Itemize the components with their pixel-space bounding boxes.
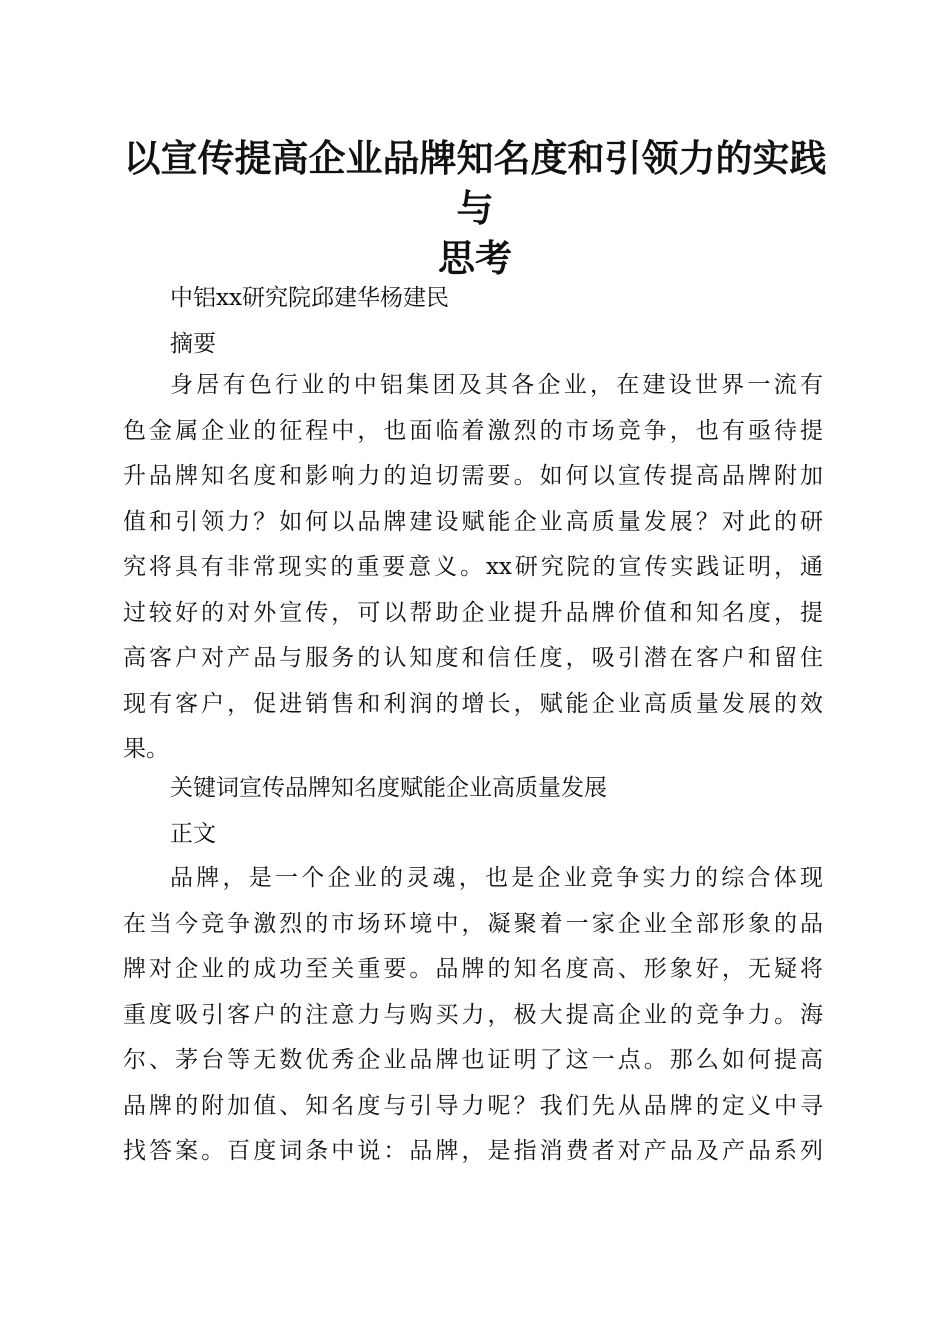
- title-line: 思考: [438, 236, 512, 280]
- text-line: 果。: [123, 736, 169, 762]
- author-line: 中铝xx研究院邱建华杨建民: [170, 285, 449, 311]
- text-line: 究将具有非常现实的重要意义。xx研究院的宣传实践证明，通: [123, 554, 823, 580]
- keywords-section: [123, 766, 823, 857]
- text-line: 牌对企业的成功至关重要。品牌的知名度高、形象好，无疑将: [123, 956, 823, 982]
- text-line: 在当今竞争激烈的市场环境中，凝聚着一家企业全部形象的品: [123, 910, 823, 937]
- document-title: [110, 133, 840, 283]
- body-heading: 正文: [170, 820, 216, 847]
- text-line: 色金属企业的征程中，也面临着激烈的市场竞争，也有亟待提: [123, 417, 823, 444]
- text-line: 现有客户，促进销售和利润的增长，赋能企业高质量发展的效: [123, 690, 823, 717]
- text-line: 找答案。百度词条中说：品牌，是指消费者对产品及产品系列: [123, 1138, 823, 1164]
- title-line: 以宣传提高企业品牌知名度和引领力的实践与: [123, 136, 827, 230]
- text-line: 值和引领力？如何以品牌建设赋能企业高质量发展？对此的研: [123, 508, 823, 535]
- text-line: 身居有色行业的中铝集团及其各企业，在建设世界一流有: [170, 372, 823, 398]
- text-line: 品牌，是一个企业的灵魂，也是企业竞争实力的综合体现: [170, 865, 823, 891]
- text-line: 重度吸引客户的注意力与购买力，极大提高企业的竞争力。海: [123, 1001, 823, 1028]
- abstract-heading: 摘要: [170, 330, 216, 357]
- text-line: 过较好的对外宣传，可以帮助企业提升品牌价值和知名度，提: [123, 599, 823, 626]
- body-paragraph: [123, 856, 823, 1175]
- keywords-line: 关键词宣传品牌知名度赋能企业高质量发展: [170, 775, 607, 801]
- text-line: 高客户对产品与服务的认知度和信任度，吸引潜在客户和留住: [123, 645, 823, 671]
- front-matter: [123, 276, 823, 367]
- text-line: 品牌的附加值、知名度与引导力呢？我们先从品牌的定义中寻: [123, 1092, 823, 1119]
- abstract-paragraph: [123, 363, 823, 773]
- text-line: 尔、茅台等无数优秀企业品牌也证明了这一点。那么如何提高: [123, 1047, 823, 1073]
- text-line: 升品牌知名度和影响力的迫切需要。如何以宣传提高品牌附加: [123, 463, 823, 489]
